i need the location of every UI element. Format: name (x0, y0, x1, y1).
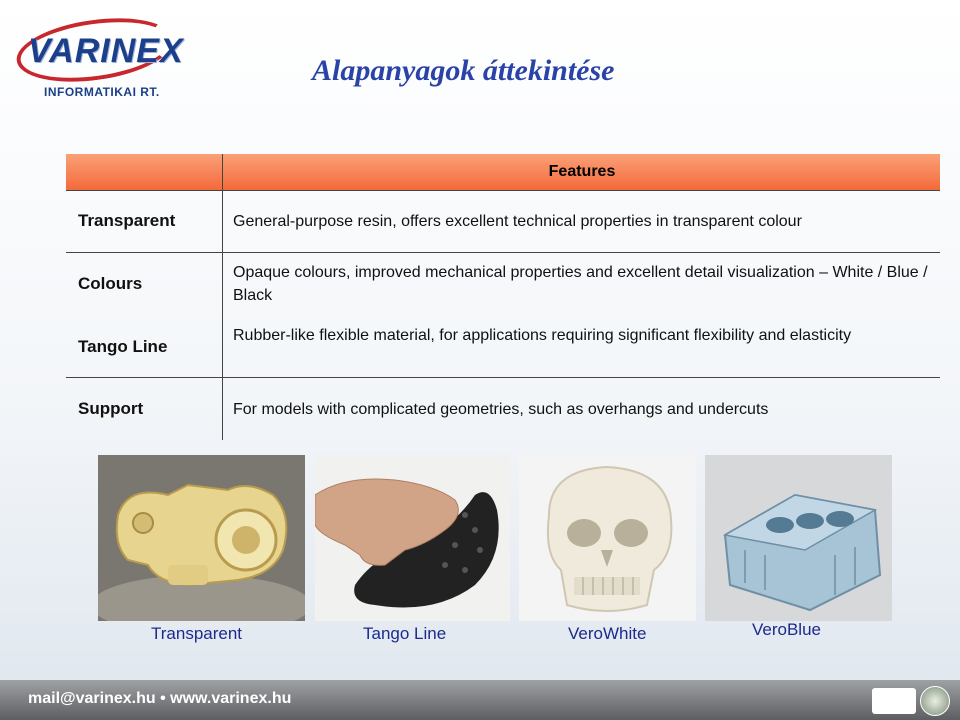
row-label-support: Support (78, 399, 144, 418)
footer-contact: mail@varinex.hu • www.varinex.hu (28, 690, 292, 707)
page-title: Alapanyagok áttekintése (312, 54, 615, 87)
row-divider (66, 252, 940, 253)
photo-veroblue (705, 455, 892, 621)
certification-seal-icon (920, 686, 950, 716)
caption-transparent: Transparent (151, 624, 243, 643)
photo-transparent (98, 455, 305, 621)
row-label-transparent: Transparent (78, 211, 176, 230)
row-label-tango-line: Tango Line (78, 337, 168, 356)
caption-veroblue: VeroBlue (752, 620, 821, 639)
row-divider (66, 377, 940, 378)
photo-captions (98, 620, 898, 650)
table-header-bar (66, 154, 940, 190)
row-label-colours: Colours (78, 274, 143, 293)
caption-verowhite: VeroWhite (568, 624, 647, 643)
row-divider (66, 190, 940, 191)
footer-bar (0, 680, 960, 720)
row-desc-transparent: General-purpose resin, offers excellent technical properties in transparent colour (233, 213, 802, 230)
caption-tango-line: Tango Line (363, 624, 447, 643)
photo-verowhite (519, 455, 696, 621)
quality-badge-icon (872, 688, 916, 714)
material-photos (98, 455, 898, 623)
row-desc-support: For models with complicated geometries, such as overhangs and undercuts (233, 401, 769, 418)
photo-tango-line (315, 455, 510, 621)
column-divider (222, 154, 223, 440)
logo-wordmark: VARINEX (28, 32, 184, 70)
varinex-logo (14, 14, 184, 100)
logo-subtitle: INFORMATIKAI RT. (44, 85, 160, 99)
row-desc-tango-line: Rubber-like flexible material, for applications requiring significant flexibility and elasticity (233, 327, 852, 344)
features-header: Features (548, 163, 616, 180)
row-desc-colours: Opaque colours, improved mechanical properties and excellent detail visualization – White / Blue / Black (233, 264, 928, 304)
